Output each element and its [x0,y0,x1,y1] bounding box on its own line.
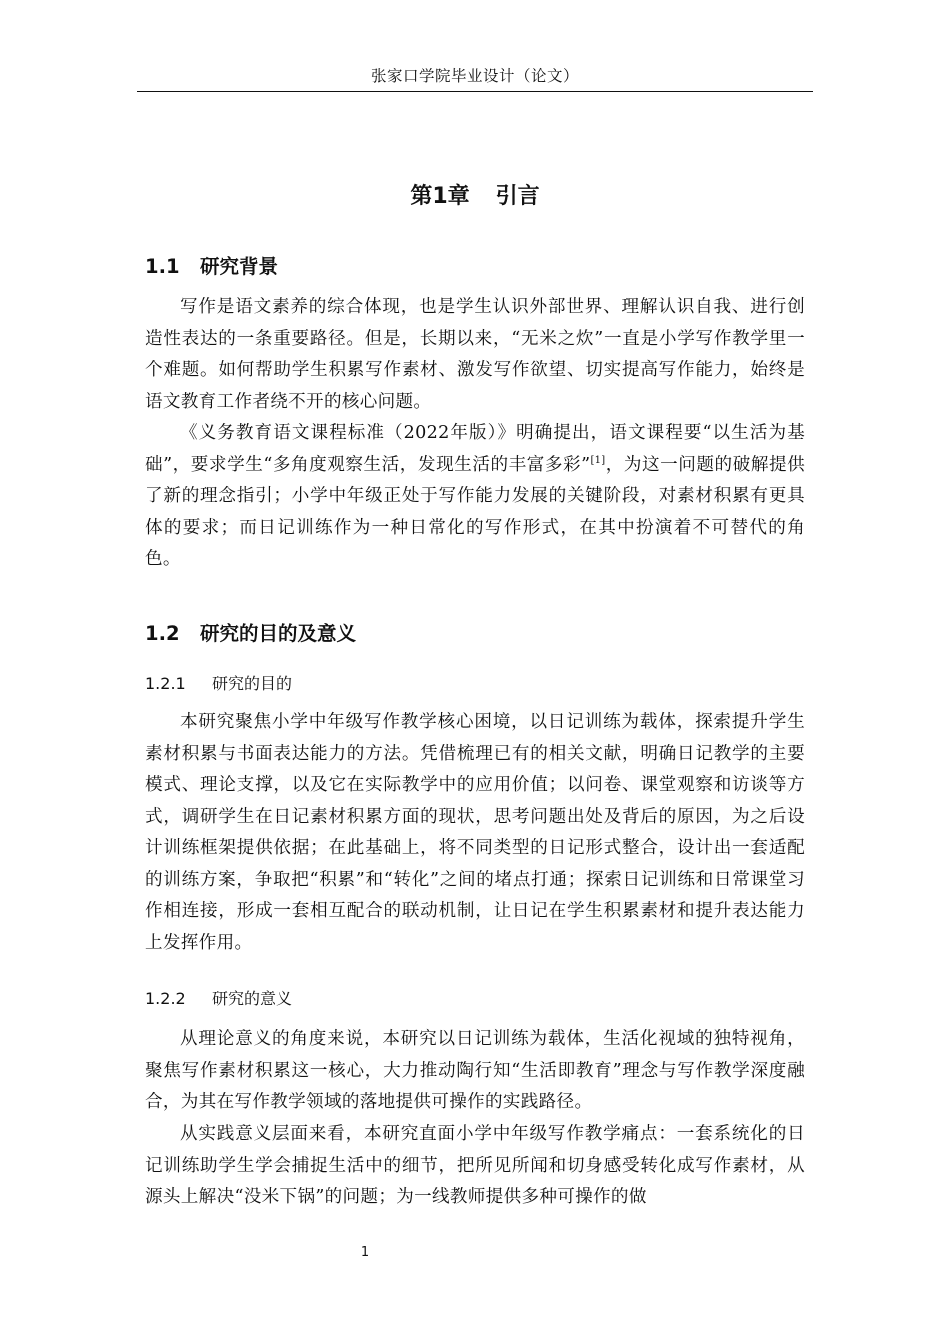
paragraph: 从理论意义的角度来说，本研究以日记训练为载体，生活化视域的独特视角，聚焦写作素材积累这一核心，大力推动陶行知“生活即教育”理念与写作教学深度融合，为其在写作教学领域的落地提供可操作的实践路径。 [145,1029,805,1112]
paragraph-text: 《义务教育语文课程标准（2022年版）》明确提出，语文课程要“以生活为基础”，要求学生“多角度观察生活，发现生活的丰富多彩” [145,423,805,475]
subsection-heading-1-2-1 [145,671,805,697]
header-rule [137,91,813,92]
section-title: 研究背景 [200,255,279,278]
subsection-number: 1.2.1 [145,674,186,693]
subsection-title: 研究的意义 [212,989,293,1008]
subsection-heading-1-2-2 [145,986,805,1012]
subsection-number: 1.2.2 [145,989,186,1008]
chapter-title [137,180,813,214]
chapter-number: 第1章 [410,184,470,209]
chapter-name: 引言 [495,184,540,209]
section-heading-1-1 [145,252,805,282]
section-number: 1.2 [145,622,180,645]
paragraph: 本研究聚焦小学中年级写作教学核心困境，以日记训练为载体，探索提升学生素材积累与书面表达能力的方法。凭借梳理已有的相关文献，明确日记教学的主要模式、理论支撑，以及它在实际教学中的应用价值；以问卷、课堂观察和访谈等方式，调研学生在日记素材积累方面的现状，思考问题出处及背后的原因，为之后设计训练框架提供依据；在此基础上，将不同类型的日记形式整合，设计出一套适配的训练方案，争取把“积累”和“转化”之间的堵点打通；探索日记训练和日常课堂习作相连接，形成一套相互配合的联动机制，让日记在学生积累素材和提升表达能力上发挥作用。 [145,712,805,953]
section-number: 1.1 [145,255,180,278]
paragraph-text: ，为这一问题的破解提供了新的理念指引；小学中年级正处于写作能力发展的关键阶段，对素材积累有更具体的要求；而日记训练作为一种日常化的写作形式，在其中扮演着不可替代的角色。 [145,454,805,569]
page-number: 1 [360,1245,370,1260]
running-header: 张家口学院毕业设计（论文） [370,67,579,85]
paragraph: 从实践意义层面来看，本研究直面小学中年级写作教学痛点：一套系统化的日记训练助学生学会捕捉生活中的细节，把所见所闻和切身感受转化成写作素材，从源头上解决“没米下锅”的问题；为一线教师提供多种可操作的做 [145,1124,805,1207]
paragraph: 写作是语文素养的综合体现，也是学生认识外部世界、理解认识自我、进行创造性表达的一条重要路径。但是，长期以来，“无米之炊”一直是小学写作教学里一个难题。如何帮助学生积累写作素材、激发写作欲望、切实提高写作能力，始终是语文教育工作者绕不开的核心问题。 [145,297,805,412]
section-heading-1-2 [145,619,805,649]
subsection-title: 研究的目的 [212,674,293,693]
section-title: 研究的目的及意义 [200,622,357,645]
citation-marker: [1] [590,454,606,466]
paragraph [145,418,805,576]
